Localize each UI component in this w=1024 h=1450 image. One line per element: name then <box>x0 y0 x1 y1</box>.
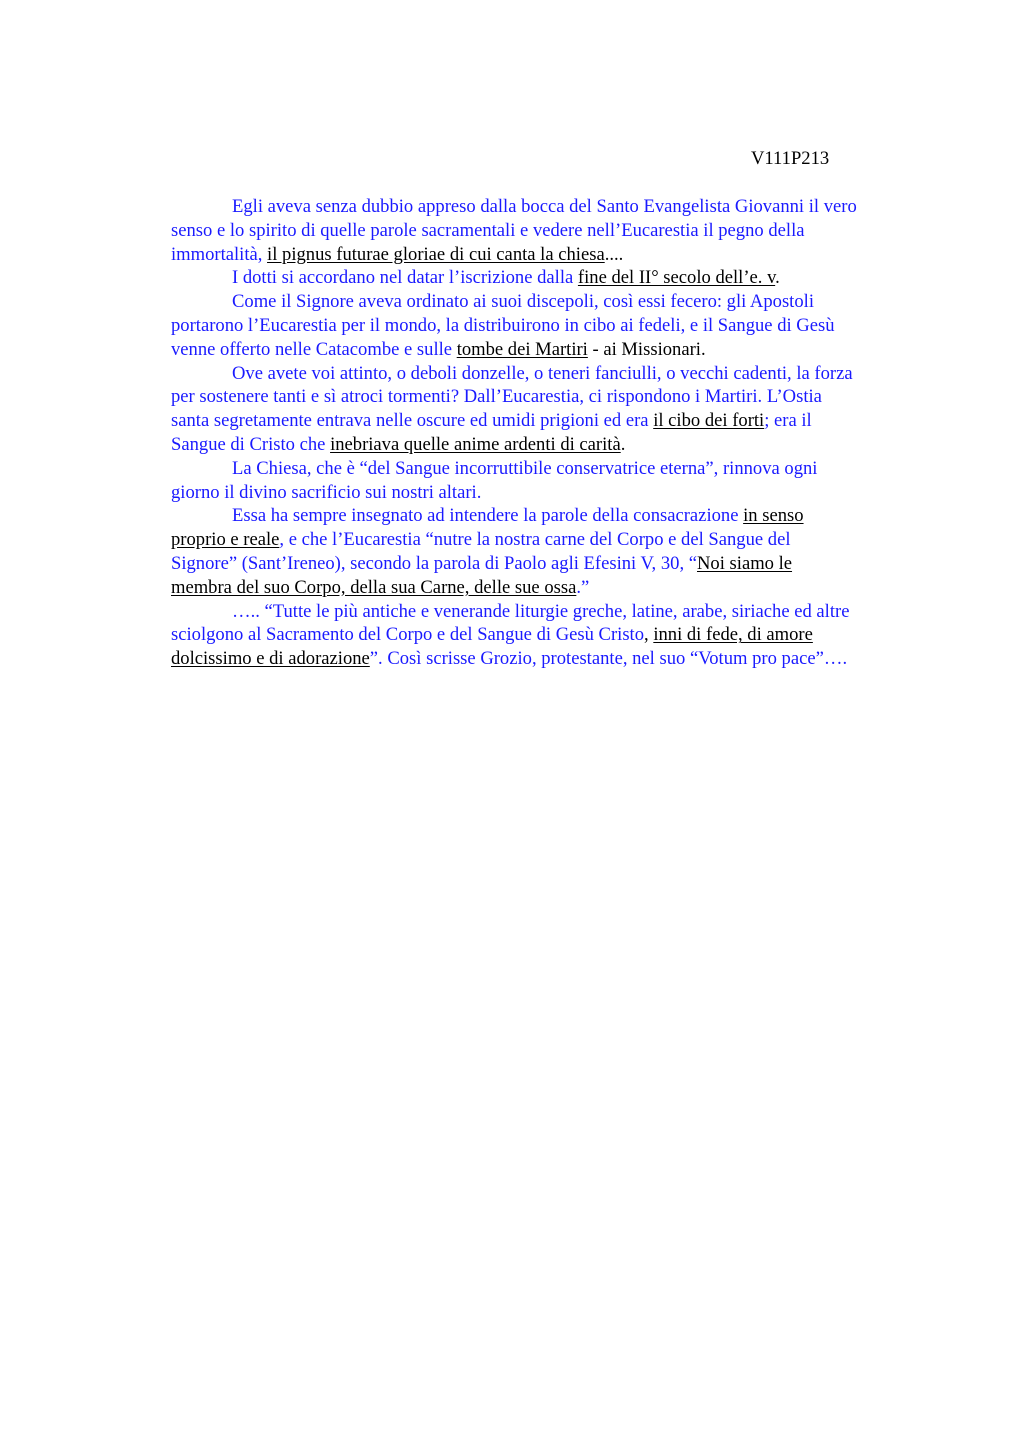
text-line <box>171 457 933 481</box>
text-segment: ; era il <box>764 410 812 432</box>
text-segment: santa segretamente entrava nelle oscure ed umidi prigioni ed era <box>171 410 654 432</box>
text-segment: Sangue di Cristo che <box>171 433 331 455</box>
text-segment: portarono l’Eucarestia per il mondo, la distribuirono in cibo ai fedeli, e il Sangue di Gesù <box>171 314 835 336</box>
text-line <box>171 504 933 528</box>
text-segment: per sostenere tanti e sì atroci tormenti? Dall’Eucarestia, ci rispondono i Martiri. L’Ostia <box>171 386 822 408</box>
text-segment: venne offerto nelle Catacombe e sulle <box>171 338 457 360</box>
text-line <box>171 576 933 600</box>
text-segment: , <box>644 624 654 646</box>
text-line <box>171 623 933 647</box>
text-line <box>171 552 933 576</box>
document-body <box>171 195 933 671</box>
text-line <box>171 528 933 552</box>
text-line <box>171 314 933 338</box>
text-segment: sciolgono al Sacramento del Corpo e del Sangue di Gesù Cristo <box>171 624 645 646</box>
text-segment: giorno il divino sacrificio sui nostri altari. <box>171 481 482 503</box>
text-segment: , e che l’Eucarestia “nutre la nostra carne del Corpo e del Sangue del <box>279 529 791 551</box>
text-segment: Ove avete voi attinto, o deboli donzelle, o teneri fanciulli, o vecchi cadenti, la forza <box>232 362 853 384</box>
text-line <box>171 647 933 671</box>
text-line <box>171 338 933 362</box>
underlined-text: inni di fede, di amore <box>653 624 813 646</box>
text-line <box>171 600 933 624</box>
text-segment: La Chiesa, che è “del Sangue incorruttibile conservatrice eterna”, rinnova ogni <box>232 457 818 479</box>
text-line <box>171 219 933 243</box>
text-line <box>171 362 933 386</box>
underlined-text: il pignus futurae gloriae di cui canta la chiesa <box>267 243 605 265</box>
text-segment: Egli aveva senza dubbio appreso dalla bocca del Santo Evangelista Giovanni il vero <box>232 196 857 217</box>
text-segment: Signore” (Sant’Ireneo), secondo la parola di Paolo agli Efesini V, 30, “ <box>171 552 697 574</box>
underlined-text: in senso <box>743 505 804 527</box>
text-segment: . <box>620 433 626 455</box>
text-segment: senso e lo spirito di quelle parole sacramentali e vedere nell’Eucarestia il pegno della <box>171 219 805 241</box>
underlined-text: tombe dei Martiri <box>456 338 588 360</box>
underlined-text: il cibo dei forti <box>653 410 765 432</box>
text-line <box>171 290 933 314</box>
underlined-text: inebriava quelle anime ardenti di carità <box>330 433 621 455</box>
text-line <box>171 385 933 409</box>
text-segment: .... <box>604 243 624 265</box>
text-segment: .” <box>576 576 590 598</box>
text-line <box>171 243 933 267</box>
text-segment: Come il Signore aveva ordinato ai suoi discepoli, così essi fecero: gli Apostoli <box>232 291 814 313</box>
text-segment: ”. Così scrisse Grozio, protestante, nel suo “Votum pro pace”…. <box>369 648 848 670</box>
text-segment: - ai Missionari. <box>587 338 706 360</box>
text-segment: . <box>775 267 780 289</box>
text-segment: I dotti si accordano nel datar l’iscrizione dalla <box>232 267 578 289</box>
underlined-text: membra del suo Corpo, della sua Carne, delle sue ossa <box>171 576 577 598</box>
underlined-text: proprio e reale <box>171 529 280 551</box>
underlined-text: Noi siamo le <box>697 552 793 574</box>
text-segment: Essa ha sempre insegnato ad intendere la parole della consacrazione <box>232 505 744 527</box>
text-line <box>171 409 933 433</box>
text-line <box>171 195 933 219</box>
underlined-text: fine del II° secolo dell’e. v <box>577 267 776 289</box>
text-line <box>171 433 933 457</box>
text-segment: immortalità, <box>171 243 268 265</box>
text-segment: ….. “Tutte le più antiche e venerande liturgie greche, latine, arabe, siriache ed altre <box>232 600 850 622</box>
underlined-text: dolcissimo e di adorazione <box>171 648 370 670</box>
text-line <box>171 481 933 505</box>
text-line <box>171 266 933 290</box>
page-code: V111P213 <box>751 148 830 169</box>
